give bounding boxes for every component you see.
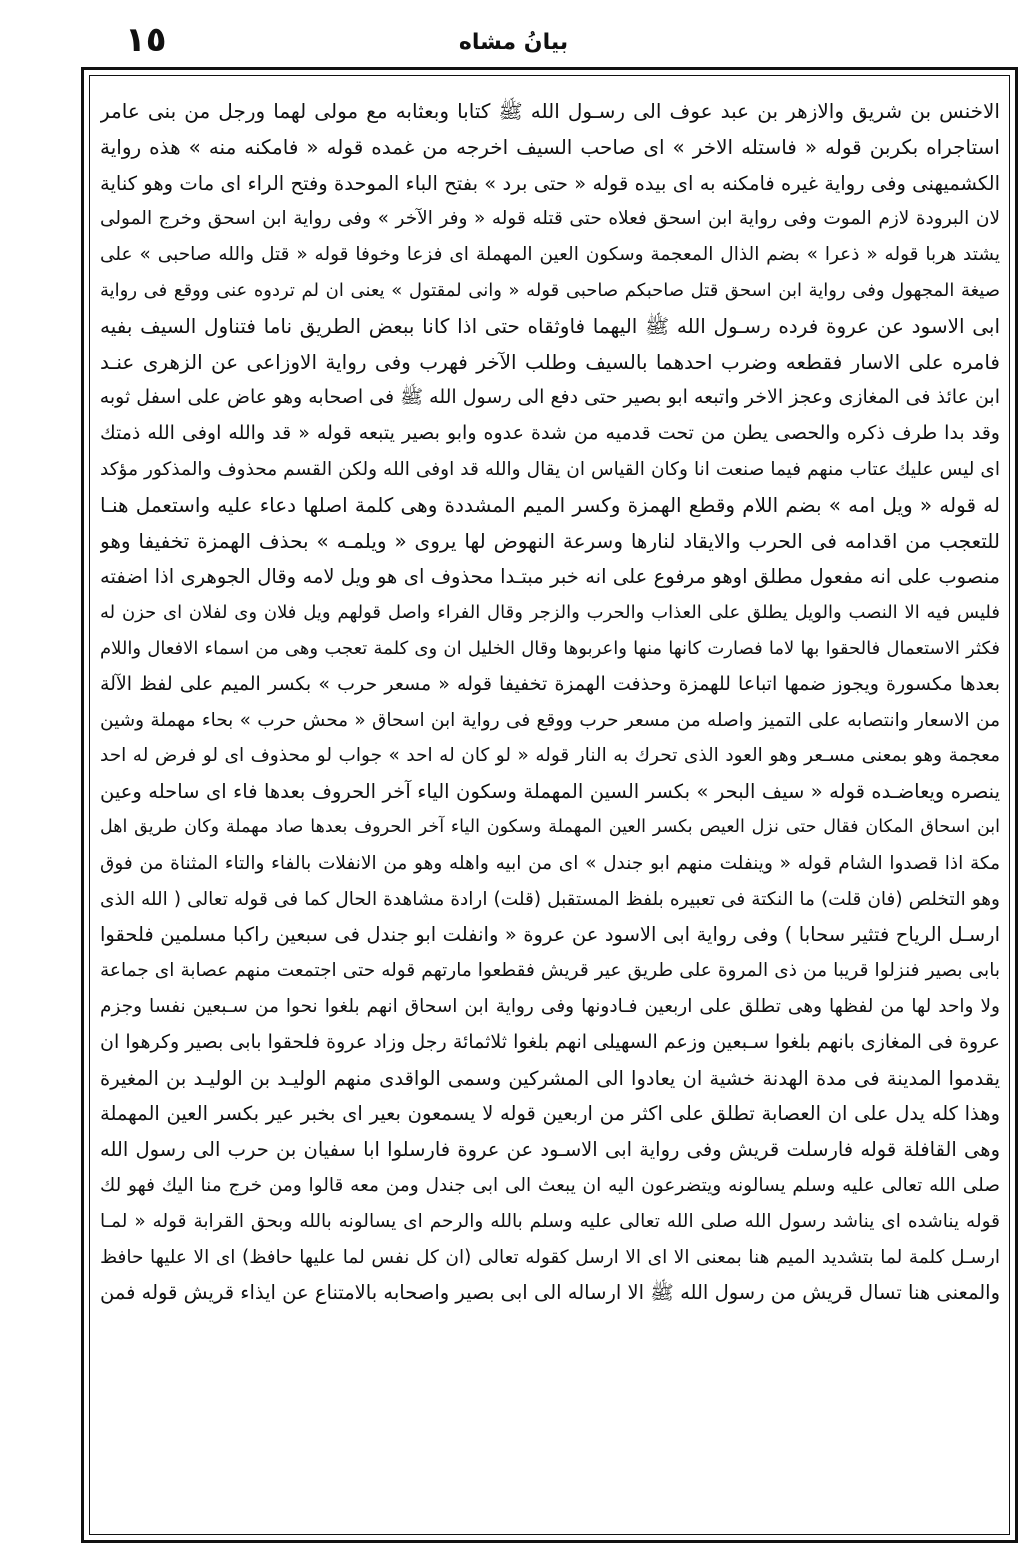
running-title: بيانُ مشاه [458, 30, 569, 55]
text-line: يقدموا المدينة فى مدة الهدنة خشية ان يعادوا الى المشركين وسمى الواقدى منهم الوليـد بن الوليـد بن المغيرة [100, 1066, 1000, 1090]
text-line: من الاسعار وانتصابه على التميز واصله من مسعر حرب ووقع فى رواية ابن اسحاق « محش حرب » بحاء مهملة وشين [100, 709, 1000, 731]
text-line: ابى الاسود عن عروة فرده رسـول الله ﷺ اليهما فاوثقاه حتى اذا كانا ببعض الطريق ناما فتناول السيف بفيه [100, 313, 1000, 338]
text-line: وقد بدا طرف ذكره والحصى يطن من تحت قدميه من شدة عدوه وابو بصير يتبعه قوله « قد والله اوفى الله ذمتك [100, 422, 1000, 445]
text-line: ارسـل الرياح فتثير سحابا ) وفى رواية ابى الاسود عن عروة « وانفلت ابو جندل فى سبعين راكبا مسلمين فلحقوا [100, 923, 1000, 947]
text-line: له قوله « ويل امه » بضم اللام وقطع الهمزة وكسر الميم المشددة وهى كلمة اصلها دعاء عليه واستعمل هنـا [100, 492, 1000, 517]
page-number: ١٥ [125, 20, 167, 60]
text-line: اى ليس عليك عتاب منهم فيما صنعت انا وكان القياس ان يقال والله قد اوفى الله ولكن القسم محذوف والمذكور مؤكد [100, 458, 1000, 480]
text-line: بابى بصير فنزلوا قريبا من ذى المروة على طريق عير قريش فقطعوا مارتهم قوله حتى اجتمعت منهم عصابة اى جماعة [100, 960, 1000, 982]
text-line: استاجراه بكربن قوله « فاستله الاخر » اى صاحب السيف اخرجه من غمده قوله « فامكنه منه » هذه رواية [100, 134, 1000, 159]
text-line: مكة اذا قصدوا الشام قوله « وينفلت منهم ابو جندل » اى من ابيه واهله وهو من الانفلات بالفاء والتاء المثناة من فوق [100, 852, 1000, 874]
text-line: معجمة وهو بمعنى مسـعر وهو العود الذى تحرك به النار قوله « لو كان له احد » جواب لو محذوف اى لو فرض له احد [100, 745, 1000, 767]
text-line: للتعجب من اقدامه فى الحرب والايقاد لنارها وسرعة النهوض لها يروى « ويلمـه » بحذف الهمزة تخفيفا وهو [100, 528, 1000, 553]
text-line: الكشميهنى وفى رواية غيره فامكنه به اى بيده قوله « حتى برد » بفتح الباء الموحدة وفتح الراء اى مات وهو كناية [100, 171, 1000, 195]
text-line: عروة فى المغازى بانهم بلغوا سـبعين وزعم السهيلى انهم بلغوا ثلاثمائة رجل وزاد عروة فلحقوا بابى بصير وكرهوا ان [100, 1030, 1000, 1053]
text-line: وهذا كله يدل على ان العصابة تطلق على اكثر من اربعين قوله لا يسمعون بعير اى بخبر عير بكسر العين المهملة [100, 1102, 1000, 1126]
text-line: وهو التخلص (فان قلت) ما النكتة فى تعبيره بلفظ المستقبل (قلت) ارادة مشاهدة الحال كما فى قوله تعالى ( الله الذى [100, 888, 1000, 910]
text-line: بعدها مكسورة ويجوز ضمها اتباعا للهمزة وحذفت الهمزة تخفيفا قوله « مسعر حرب » بكسر الميم على لفظ الآلة [100, 672, 1000, 695]
commentary-text [100, 94, 1000, 1534]
text-line: فكثر الاستعمال فالحقوا بها لاما فصارت كانها منها واعربوها وقال الخليل ان وى كلمة تعجب وهى من اسماء الافعال واللام [100, 637, 1000, 659]
text-line: ابن اسحاق المكان فقال حتى نزل العيص بكسر العين المهملة وسكون الياء آخر الحروف بعدها صاد مهملة وكان طريق اهل [100, 816, 1000, 837]
text-line: فليس فيه الا النصب والويل يطلق على العذاب والحرب والزجر وقال الفراء واصل قولهم ويل فلان وى لفلان اى حزن له [100, 602, 1000, 624]
text-line: ينصره ويعاضـده قوله « سيف البحر » بكسر السين المهملة وسكون الياء آخر الحروف بعدها فاء اى ساحله وعين [100, 780, 1000, 804]
text-line [100, 1311, 1000, 1347]
text-line: صلى الله تعالى عليه وسلم يسالونه ويتضرعون اليه ان يبعث الى ابى جندل ومن معه قالوا ومن خرج منا اليك فهو لك [100, 1174, 1000, 1196]
text-line: فامره على الاسار فقطعه وضرب احدهما بالسيف وطلب الآخر فهرب وفى رواية الاوزاعى عن الزهرى عنـد [100, 349, 1000, 374]
text-line: الاخنس بن شريق والازهر بن عبد عوف الى رسـول الله ﷺ كتابا وبعثابه مع مولى لهما ورجل من بنى عامر [100, 99, 1000, 123]
text-line: صيغة المجهول وفى رواية ابن اسحق قتل صاحبكم صاحبى قوله « وانى لمقتول » يعنى ان لم تردوه عنى ووقع فى رواية [100, 279, 1000, 301]
text-line: يشتد هربا قوله « ذعرا » بضم الذال المعجمة وسكون العين المهملة اى فزعا وخوفا قوله « قتل والله صاحبى » على [100, 244, 1000, 266]
text-line: قوله يناشده اى يناشد رسول الله صلى الله تعالى عليه وسلم بالله والرحم اى يسالونه بالله وبحق القرابة قوله « لمـا [100, 1210, 1000, 1232]
text-line: والمعنى هنا تسال قريش من رسول الله ﷺ الا ارساله الى ابى بصير واصحابه بالامتناع عن ايذاء قريش قوله فمن [100, 1281, 1000, 1305]
text-line: منصوب على انه مفعول مطلق اوهو مرفوع على انه خبر مبتـدا محذوف اى هو ويل لامه وقال الجوهرى اذا اضفته [100, 565, 1000, 589]
text-line: وهى القافلة قوله فارسلت قريش وفى رواية ابى الاسـود عن عروة فارسلوا ابا سفيان بن حرب الى رسول الله [100, 1138, 1000, 1162]
text-line: ابن عائذ فى المغازى وعجز الاخر واتبعه ابو بصير حتى دفع الى رسول الله ﷺ فى اصحابه وهو عاض على اسفل ثوبه [100, 386, 1000, 409]
text-line: ارسـل كلمة لما بتشديد الميم هنا بمعنى الا اى الا ارسل كقوله تعالى (ان كل نفس لما عليها حافظ) اى الا عليها حافظ [100, 1246, 1000, 1268]
page-header [0, 0, 1027, 66]
text-line: ولا واحد لها من لفظها وهى تطلق على اربعين فـادونها وفى رواية ابن اسحاق انهم بلغوا نحوا من سـبعين نفسا وجزم [100, 995, 1000, 1017]
text-line: لان البرودة لازم الموت وفى رواية ابن اسحق فعلاه حتى قتله قوله « وفر الآخر » وفى رواية ابن اسحق وخرج المولى [100, 208, 1000, 230]
